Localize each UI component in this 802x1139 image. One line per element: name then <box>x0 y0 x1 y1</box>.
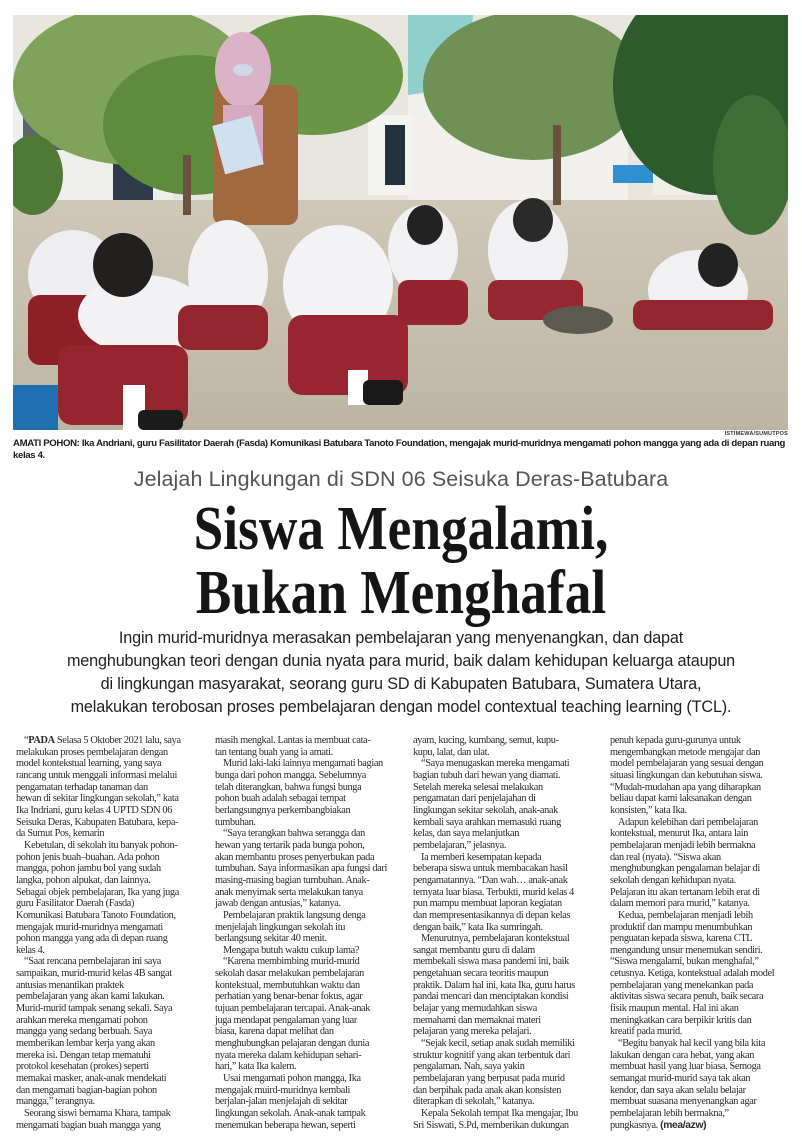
text-line: belajar yang memudahkan siswa <box>413 1003 537 1015</box>
text-line: mengajak murid-muridnya mengamati <box>16 921 163 933</box>
text-line: bagian tubuh dari hewan yang diamati. <box>413 769 561 781</box>
text-line: pengamatan dari penjelajahan di <box>413 793 536 805</box>
text-line: menghubungkan pelajaran dengan dunia <box>215 1038 370 1050</box>
text-line: Kedua, pembelajaran menjadi lebih <box>618 909 753 921</box>
text-line: penguatan kepada siswa, karena CTL <box>610 933 753 945</box>
text-line: langka, pohon alpukat, dan lainnya. <box>16 874 151 886</box>
column-4 <box>610 735 792 1131</box>
text-line: pohon buah adalah sebagai tempat <box>215 793 346 805</box>
text-line: memahami dan memaknai materi <box>413 1014 541 1026</box>
text-line: mengandung unsur menemukan sendiri. <box>610 944 763 956</box>
text-line: Usai mengamati pohon mangga, Ika <box>223 1073 361 1085</box>
text-line: Sebagai objek pembelajaran, Ika yang juga <box>16 886 179 898</box>
text-line: “Karena membimbing murid-murid <box>223 956 360 968</box>
text-line: menjelajah lingkungan sekolah itu <box>215 921 345 933</box>
text-line: rancang untuk menggali informasi melalui <box>16 769 177 781</box>
text-line: sekolah dasar melakukan pembelajaran <box>215 968 364 980</box>
author-signoff: (mea/azw) <box>660 1119 707 1131</box>
text-line: “Mudah-mudahan apa yang diharapkan <box>610 781 761 793</box>
text-line: sampaikan, murid-murid kelas 4B sangat <box>16 968 172 980</box>
text-line: situasi lingkungan dan kebutuhan siswa. <box>610 769 763 781</box>
text-line: menemukan beberapa hewan, seperti <box>215 1119 356 1131</box>
kicker: Jelajah Lingkungan di SDN 06 Seisuka Deras-Batubara <box>133 467 669 491</box>
text-line: “Saya terangkan bahwa serangga dan <box>223 828 365 840</box>
text-line: fisik maupun mental. Hal ini akan <box>610 1003 739 1015</box>
text-line: cetusnya. Ketiga, kontekstual adalah model <box>610 968 775 980</box>
text-line: pembelajaran yang menekankan pada <box>610 979 754 991</box>
text-line: sangat membantu guru di dalam <box>413 944 535 956</box>
text-line: berjalan-jalan menjelajah di sekitar <box>215 1096 348 1108</box>
text-line: Mengapa butuh waktu cukup lama? <box>223 944 360 956</box>
text-line: juga mendapat pengalaman yang luar <box>215 1014 357 1026</box>
text-line: “Siswa mengalami, bukan menghafal,” <box>610 956 759 968</box>
text-line: konsisten,” kata Ika. <box>610 804 687 816</box>
text-line: dan real (nyata). “Siswa akan <box>610 851 721 863</box>
text-line: memberikan lembar kerja yang akan <box>16 1038 155 1050</box>
text-line: tan tentang buah yang ia amati. <box>215 746 333 758</box>
column-3 <box>413 735 595 1131</box>
article-body <box>13 735 789 1135</box>
column-2 <box>215 735 397 1131</box>
text-line: lakukan dengan cara hebat, yang akan <box>610 1049 755 1061</box>
text-line <box>610 1120 792 1132</box>
text-line: da Sumut Pos, kemarin <box>16 828 105 840</box>
text-line: tujuan pembelajaran tercapai. Anak-anak <box>215 1003 371 1015</box>
text-line: guru Fasilitator Daerah (Fasda) <box>16 898 135 910</box>
caption-text: Ika Andriani, guru Fasilitator Daerah (Fasda) Komunikasi Batubara Tanoto Foundation, mengajak murid-muridnya mengamati pohon mangga yang ada di depan ruang kelas 4. <box>13 438 786 461</box>
text-line: dengan baik,” kata Ika sumringah. <box>413 921 543 933</box>
headline-line-2: Bukan Menghafal <box>195 559 607 627</box>
text-line: Murid laki-laki lainnya mengamati bagian <box>223 758 383 770</box>
text-line: pembelajaran menjadi lebih bermakna <box>610 839 756 851</box>
text-line: tumbuhan. Saya informasikan apa fungsi dari <box>215 863 387 875</box>
text-line: Menurutnya, pembelajaran kontekstual <box>421 933 570 945</box>
text-line: kelas 4. <box>16 944 45 956</box>
text-line: pengamatannya. “Dan wah… anak-anak <box>413 874 568 886</box>
text-line: pembelajaran,” jelasnya. <box>413 839 507 851</box>
text-line: semangat murid-murid saya tak akan <box>610 1073 751 1085</box>
text-line: melakukan proses pembelajaran dengan <box>16 746 168 758</box>
text-line: dalam memori para murid,” katanya. <box>610 898 750 910</box>
text-line: mangga yang sedang berbuah. Saya <box>16 1026 153 1038</box>
text-line: model pembelajaran yang sesuai dengan <box>610 758 764 770</box>
text-line: pengalaman. Nah, saya yakin <box>413 1061 525 1073</box>
text-line: lingkungan sekolah. Anak-anak tampak <box>215 1108 366 1119</box>
lead-open-quote: “ <box>24 735 29 746</box>
deck-line-4: melakukan terobosan proses pembelajaran dengan model contextual teaching learning (TCL). <box>70 698 732 716</box>
text-line: hewan yang tertarik pada bunga pohon, <box>215 839 365 851</box>
text-line: penuh kepada guru-gurunya untuk <box>610 735 741 746</box>
deck-line-2: menghubungkan teori dengan dunia nyata para murid, baik dalam kehidupan keluarga ataupun <box>66 652 736 670</box>
text-line: pengamatan terhadap tanaman dan <box>16 781 148 793</box>
text-line: kelas, dan saya melanjutkan <box>413 828 520 840</box>
text-line: bunga dari pohon mangga. Sebelumnya <box>215 769 367 781</box>
text-line: kreatif pada murid. <box>610 1026 682 1038</box>
text-line: mengajak muird-muridnya kembali <box>215 1084 350 1096</box>
text-line: menghubungkan pengalaman belajar di <box>610 863 760 875</box>
text-line: mengembangkan metode mengajar dan <box>610 746 760 758</box>
text-line: Pelajaran itu akan tertanam lebih erat di <box>610 886 760 898</box>
text-line: diterapkan di sekolah,” katanya. <box>413 1096 535 1108</box>
text-line: kontekstual, membutuhkan waktu dan <box>215 979 360 991</box>
text-line: pun mampu membuat laporan kegiatan <box>413 898 562 910</box>
text-line: Seorang siswi bernama Khara, tampak <box>24 1108 171 1119</box>
text-line: akan membantu proses penyerbukan pada <box>215 851 375 863</box>
text-line: arahkan mereka mengamati pohon <box>16 1014 148 1026</box>
text-line: meningkatkan cara berpikir kritis dan <box>610 1014 752 1026</box>
text-line: berlangsung sekitar 40 menit. <box>215 933 327 945</box>
deck-line-1: Ingin murid-muridnya merasakan pembelajaran yang menyenangkan, dan dapat <box>118 629 684 647</box>
text-line: telah diterangkan, bahwa fungsi bunga <box>215 781 362 793</box>
text-line: “Begitu banyak hal kecil yang bila kita <box>618 1038 766 1050</box>
text-line: Setelah mereka selesai melakukan <box>413 781 543 793</box>
deck-line-3: di lingkungan masyarakat, seorang guru SD di Kabupaten Batubara, Sumatera Utara, <box>100 675 702 693</box>
column-1 <box>16 735 198 1131</box>
text-line: membuat hasil yang luar biasa. Semoga <box>610 1061 761 1073</box>
text-line: Kebetulan, di sekolah itu banyak pohon- <box>24 839 178 851</box>
lead-word: PADA <box>28 735 55 746</box>
text-line: mengamati bagian buah mangga yang <box>16 1119 161 1131</box>
text-line: “Saya menugaskan mereka mengamati <box>421 758 570 770</box>
headline-line-1: Siswa Mengalami, <box>193 495 609 563</box>
text-line: pengetahuan secara teoritis maupun <box>413 968 549 980</box>
text-line: “Saat rencana pembelajaran ini saya <box>24 956 161 968</box>
text-line: antusias menantikan praktek <box>16 979 124 991</box>
text-line: Pembelajaran praktik langsung denga <box>223 909 366 921</box>
text-line: perhatian yang benar-benar fokus, agar <box>215 991 363 1003</box>
text-line: pembelajaran lebih bermakna,” <box>610 1108 729 1119</box>
text-line: Ika Indriani, guru kelas 4 UPTD SDN 06 <box>16 804 173 816</box>
text-line: sekolah dengan kehidupan nyata. <box>610 874 736 886</box>
text-line: ternyata luar biasa. Terbukti, murid kelas 4 <box>413 886 574 898</box>
news-photo <box>13 15 788 430</box>
text-line: Ia memberi kesempatan kepada <box>421 851 542 863</box>
text-line: membuat suasana menyenangkan agar <box>610 1096 757 1108</box>
text-line: produktif dan mampu menumbuhkan <box>610 921 753 933</box>
text-line: mangga,” terangnya. <box>16 1096 95 1108</box>
text-line: dan berpihak pada anak akan konsisten <box>413 1084 562 1096</box>
text-line: hari,” kata Ika kalem. <box>215 1061 297 1073</box>
text-line: lingkungan sekitar sekolah, anak-anak <box>413 804 558 816</box>
text-line: Adapun kelebihan dari pembelajaran <box>618 816 758 828</box>
text-line: aktivitas siswa secara penuh, baik secara <box>610 991 764 1003</box>
text-line: Komunikasi Batubara Tanoto Foundation, <box>16 909 176 921</box>
text-line: beberapa siswa untuk membacakan hasil <box>413 863 568 875</box>
text-line: pandai mencari dan menciptakan kondisi <box>413 991 569 1003</box>
text-line: hewan di sekitar lingkungan sekolah,” kata <box>16 793 179 805</box>
text-line: kendor, dan saya akan selalu belajar <box>610 1084 746 1096</box>
text-line: Sri Siswati, S.Pd, memberikan dukungan <box>413 1119 569 1131</box>
text-line: Seisuka Deras, Kabupaten Batubara, kepa- <box>16 816 179 828</box>
text-line: Kepala Sekolah tempat Ika mengajar, Ibu <box>421 1108 578 1119</box>
text-line: pohon mangga yang ada di depan ruang <box>16 933 168 945</box>
text-line: pembelajaran yang berpusat pada murid <box>413 1073 565 1085</box>
text-line: jawab dengan antusias,” katanya. <box>215 898 341 910</box>
text-line: beliau dapat kami laksanakan dengan <box>610 793 752 805</box>
text-line: pohon jenis buah–buahan. Ada pohon <box>16 851 160 863</box>
photo-credit: ISTIMEWA/SUMUTPOS <box>724 431 788 437</box>
text-line: dan mempresentasikannya di depan kelas <box>413 909 571 921</box>
closing-text: pungkasnya. <box>610 1119 661 1131</box>
text-line: tumbuhan. <box>215 816 256 828</box>
headline <box>0 497 802 625</box>
text-line: mangga, pohon jambu bol yang sudah <box>16 863 161 875</box>
text-line: masih mengkal. Lantas ia membuat cata- <box>215 735 371 746</box>
text-line: biasa, karena dapat melihat dan <box>215 1026 334 1038</box>
text-line: mereka isi. Dengan tetap mematuhi <box>16 1049 151 1061</box>
text-line: dan mengamati bagian-bagian pohon <box>16 1084 157 1096</box>
photo-illustration <box>13 15 788 430</box>
lead-text: Selasa 5 Oktober 2021 lalu, saya <box>54 735 181 746</box>
text-line: praktik. Dalam hal ini, kata Ika, guru harus <box>413 979 575 991</box>
text-line: membekali siswa masa pandemi ini, baik <box>413 956 569 968</box>
text-line <box>16 735 198 747</box>
text-line: Murid-murid tampak senang sekali. Saya <box>16 1003 173 1015</box>
photo-caption <box>13 438 791 461</box>
text-line: ayam, kucing, kumbang, semut, kupu- <box>413 735 559 746</box>
text-line: berlangsungnya perkembangbiakan <box>215 804 351 816</box>
text-line: kembali saya arahkan memasuki ruang <box>413 816 561 828</box>
text-line: masing-masing bagian tumbuhan. Anak- <box>215 874 370 886</box>
text-line: memakai masker, anak-anak mendekati <box>16 1073 167 1085</box>
text-line: model kontekstual learning, yang saya <box>16 758 162 770</box>
text-line: anak menyimak serta melakukan tanya <box>215 886 363 898</box>
text-line: kupu, lalat, dan ulat. <box>413 746 490 758</box>
text-line: nyata mereka dalam kehidupan sehari- <box>215 1049 362 1061</box>
caption-label: AMATI POHON: <box>13 438 80 449</box>
text-line: protokol kesehatan (prokes) seperti <box>16 1061 149 1073</box>
text-line: struktur kognitif yang akan terbentuk dari <box>413 1049 571 1061</box>
text-line: pelajaran yang mereka pelajari. <box>413 1026 532 1038</box>
text-line: kontekstual, menurut Ika, antara lain <box>610 828 749 840</box>
text-line: pembelajaran yang akan kami lakukan. <box>16 991 165 1003</box>
text-line: “Sejak kecil, setiap anak sudah memiliki <box>421 1038 575 1050</box>
deck <box>30 627 772 719</box>
